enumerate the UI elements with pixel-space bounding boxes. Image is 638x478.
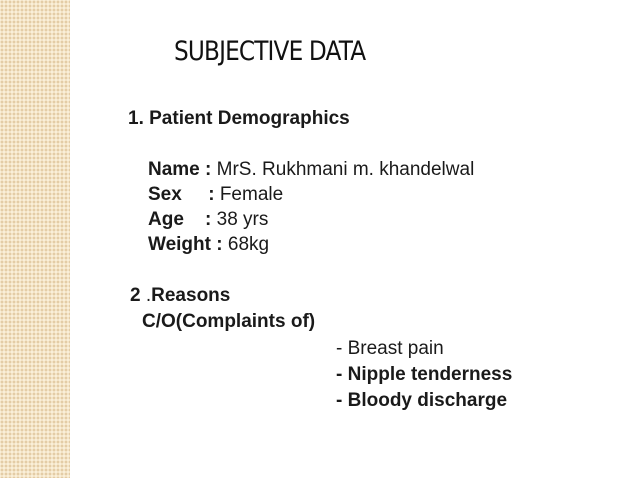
demographic-label: Sex : (148, 184, 215, 205)
demographic-row-sex (148, 184, 283, 206)
section-heading-text: Reasons (151, 285, 231, 306)
complaint-item: - Bloody discharge (336, 390, 508, 411)
demographic-value: MrS. Rukhmani m. khandelwal (216, 159, 475, 180)
demographic-row-name (148, 159, 474, 181)
demographic-value: Female (219, 184, 284, 205)
demographic-value: 68kg (227, 234, 270, 255)
demographic-row-age (148, 209, 268, 231)
section-heading-reasons (130, 285, 230, 307)
complaint-item: - Nipple tenderness (336, 364, 513, 385)
demographic-label: Age : (148, 209, 212, 230)
complaints-label: C/O(Complaints of) (142, 311, 316, 332)
demographic-label: Weight : (148, 234, 223, 255)
slide-title: SUBJECTIVE DATA (174, 36, 366, 67)
demographic-row-weight (148, 234, 269, 256)
complaint-item: - Breast pain (336, 338, 444, 359)
decorative-side-band (0, 0, 70, 478)
section-heading-demographics: 1. Patient Demographics (128, 108, 350, 129)
demographic-value: 38 yrs (216, 209, 269, 230)
demographic-label: Name : (148, 159, 212, 180)
section-number: 2 (130, 285, 141, 306)
section-dot: . (145, 285, 152, 306)
